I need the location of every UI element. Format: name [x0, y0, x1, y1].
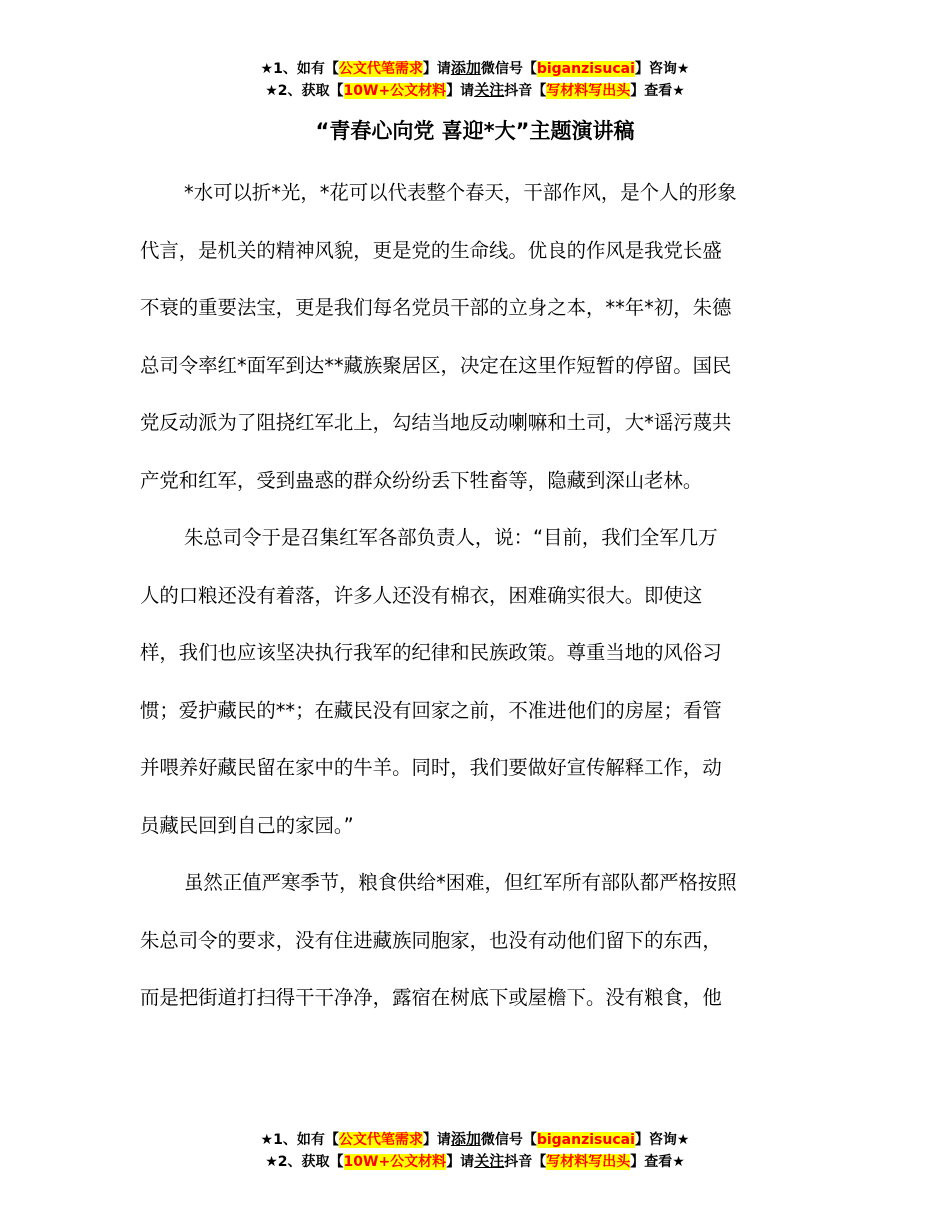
text-line: 不衰的重要法宝，更是我们每名党员干部的立身之本，**年*初，朱德 — [140, 296, 732, 319]
footer-banner — [0, 1128, 950, 1172]
banner-underline: 添加 — [450, 1130, 481, 1148]
text-line: 惯；爱护藏民的**；在藏民没有回家之前，不准进他们的房屋；看管 — [140, 698, 722, 722]
document-body — [140, 164, 810, 1027]
banner-text: 微信号【 — [480, 61, 537, 77]
banner-text: 】请 — [422, 61, 451, 77]
banner-underline: 关注 — [474, 1152, 505, 1170]
banner-text: 】咨询★ — [634, 61, 690, 77]
banner-text: 】请 — [422, 1132, 451, 1148]
header-banner — [0, 57, 950, 101]
text-line: 代言，是机关的精神风貌，更是党的生命线。优良的作风是我党长盛 — [140, 238, 722, 262]
banner-line-1 — [0, 1128, 950, 1150]
banner-text: 抖音【 — [504, 83, 547, 99]
banner-line-2 — [0, 1150, 950, 1172]
banner-highlight: 公文代笔需求 — [338, 61, 423, 77]
document-title: “青春心向党 喜迎*大”主题演讲稿 — [315, 119, 635, 143]
text-line: 员藏民回到自己的家园。” — [140, 813, 354, 837]
text-line: 虽然正值严寒季节，粮食供给*困难，但红军所有部队都严格按照 — [184, 871, 737, 894]
banner-text: 抖音【 — [504, 1154, 547, 1170]
banner-line-2 — [0, 79, 950, 101]
text-line: 朱总司令于是召集红军各部负责人，说：“目前，我们全军几万 — [184, 526, 718, 549]
banner-text: 】查看★ — [630, 1154, 685, 1170]
banner-text: ★2、获取【 — [265, 1154, 344, 1170]
banner-highlight: 10W+公文材料 — [343, 1154, 447, 1170]
text-line: 并喂养好藏民留在家中的牛羊。同时，我们要做好宣传解释工作，动 — [140, 756, 722, 779]
text-line: 党反动派为了阻挠红军北上，勾结当地反动喇嘛和土司，大*谣污蔑共 — [140, 411, 732, 434]
douyin-id-highlight: 写材料写出头 — [546, 83, 631, 99]
banner-line-1 — [0, 57, 950, 79]
banner-highlight: 10W+公文材料 — [343, 83, 447, 99]
banner-underline: 添加 — [450, 59, 481, 77]
paragraph — [140, 509, 810, 854]
banner-underline: 关注 — [474, 81, 505, 99]
paragraph — [140, 854, 810, 1027]
text-line: 人的口粮还没有着落，许多人还没有棉衣，困难确实很大。即使这 — [140, 583, 703, 607]
douyin-id-highlight: 写材料写出头 — [546, 1154, 631, 1170]
wechat-id-highlight: biganzisucai — [536, 61, 635, 77]
banner-text: ★1、如有【 — [260, 1132, 339, 1148]
banner-text: 】请 — [446, 83, 475, 99]
text-line: 朱总司令的要求，没有住进藏族同胞家，也没有动他们留下的东西， — [140, 928, 722, 952]
paragraph — [140, 164, 810, 509]
wechat-id-highlight: biganzisucai — [536, 1132, 635, 1148]
text-line: 产党和红军，受到蛊惑的群众纷纷丢下牲畜等，隐藏到深山老林。 — [140, 468, 703, 492]
banner-text: 】查看★ — [630, 83, 685, 99]
banner-text: 】请 — [446, 1154, 475, 1170]
text-line: *水可以折*光，*花可以代表整个春天，干部作风，是个人的形象 — [184, 181, 737, 204]
text-line: 而是把街道打扫得干干净净，露宿在树底下或屋檐下。没有粮食，他 — [140, 986, 722, 1009]
banner-highlight: 公文代笔需求 — [338, 1132, 423, 1148]
banner-text: 微信号【 — [480, 1132, 537, 1148]
banner-text: 】咨询★ — [634, 1132, 690, 1148]
banner-text: ★2、获取【 — [265, 83, 344, 99]
text-line: 总司令率红*面军到达**藏族聚居区，决定在这里作短暂的停留。国民 — [140, 353, 732, 377]
banner-text: ★1、如有【 — [260, 61, 339, 77]
text-line: 样，我们也应该坚决执行我军的纪律和民族政策。尊重当地的风俗习 — [140, 641, 722, 664]
